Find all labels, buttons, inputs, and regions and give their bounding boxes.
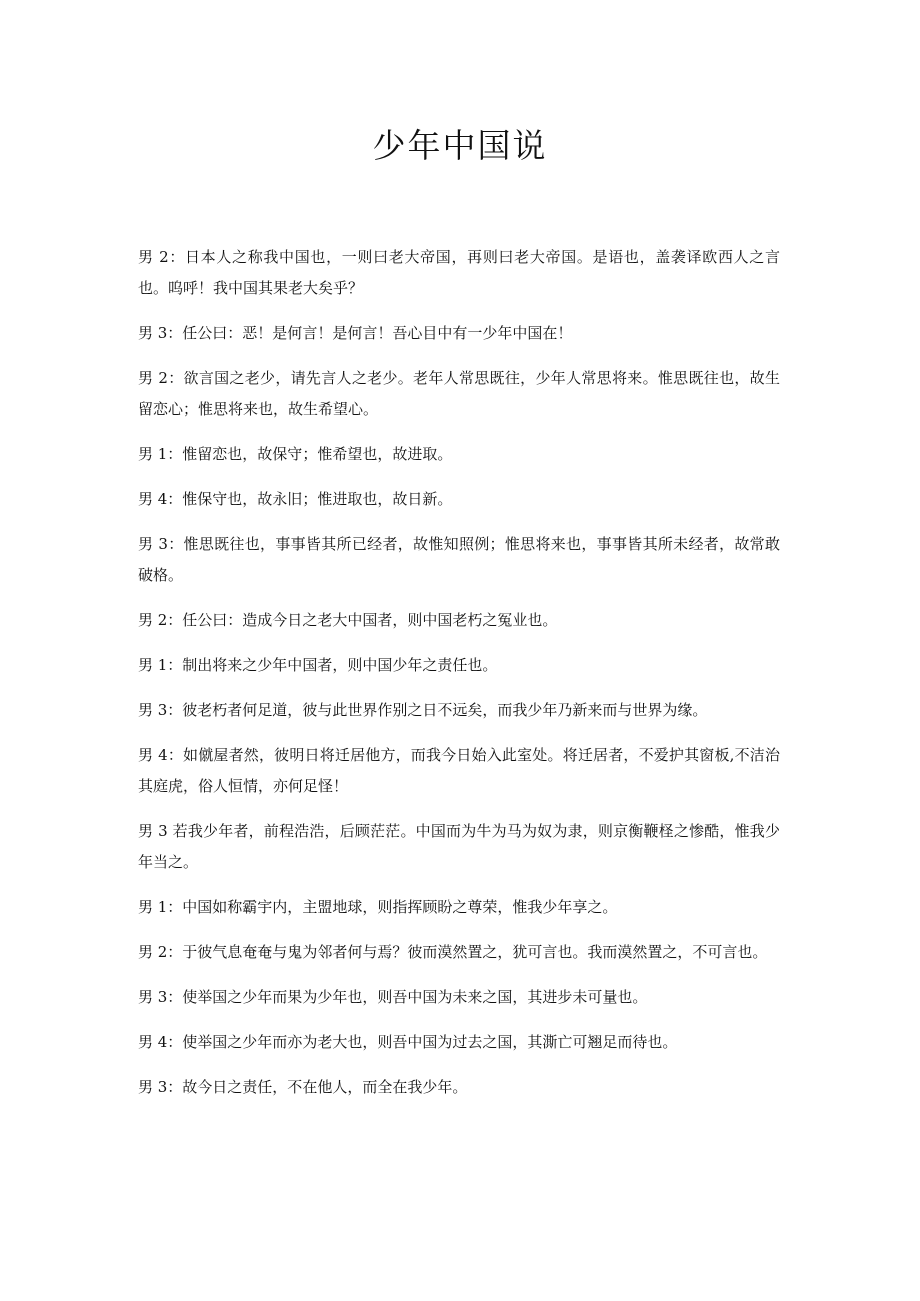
paragraph: 男 3：彼老朽者何足道，彼与此世界作别之日不远矣，而我少年乃新来而与世界为缘。	[138, 701, 708, 719]
paragraph: 男 1：中国如称霸宇内，主盟地球，则指挥顾盼之尊荣，惟我少年享之。	[138, 898, 618, 916]
document-body	[138, 242, 780, 1117]
paragraph: 男 2：欲言国之老少，请先言人之老少。老年人常思既往，少年人常思将来。惟思既往也，故生留恋心；惟思将来也，故生希望心。	[138, 369, 780, 418]
paragraph: 男 1：惟留恋也，故保守；惟希望也，故进取。	[138, 445, 453, 463]
paragraph: 男 3：故今日之责任，不在他人，而全在我少年。	[138, 1078, 468, 1096]
paragraph: 男 2：日本人之称我中国也，一则曰老大帝国，再则曰老大帝国。是语也，盖袭译欧西人之言也。呜呼！我中国其果老大矣乎？	[138, 248, 780, 297]
paragraph: 男 3：任公曰：恶！是何言！是何言！吾心目中有一少年中国在！	[138, 324, 573, 342]
paragraph: 男 3 若我少年者，前程浩浩，后顾茫茫。中国而为牛为马为奴为隶，则京衡鞭柽之惨酷，惟我少年当之。	[138, 822, 780, 871]
paragraph: 男 4：使举国之少年而亦为老大也，则吾中国为过去之国，其澌亡可翘足而待也。	[138, 1033, 678, 1051]
document-title: 少年中国说	[372, 126, 548, 165]
paragraph: 男 4：如僦屋者然，彼明日将迁居他方，而我今日始入此室处。将迁居者，不爱护其窗板,不洁治其庭虎，俗人恒情，亦何足怪！	[138, 746, 780, 795]
paragraph: 男 4：惟保守也，故永旧；惟进取也，故日新。	[138, 490, 453, 508]
paragraph: 男 2：任公曰：造成今日之老大中国者，则中国老朽之冤业也。	[138, 611, 558, 629]
paragraph: 男 3：惟思既往也，事事皆其所已经者，故惟知照例；惟思将来也，事事皆其所未经者，故常敢破格。	[138, 535, 780, 584]
paragraph: 男 3：使举国之少年而果为少年也，则吾中国为未来之国，其进步未可量也。	[138, 988, 648, 1006]
paragraph: 男 1：制出将来之少年中国者，则中国少年之责任也。	[138, 656, 498, 674]
paragraph: 男 2：于彼气息奄奄与鬼为邻者何与焉？彼而漠然置之，犹可言也。我而漠然置之，不可言也。	[138, 943, 768, 961]
